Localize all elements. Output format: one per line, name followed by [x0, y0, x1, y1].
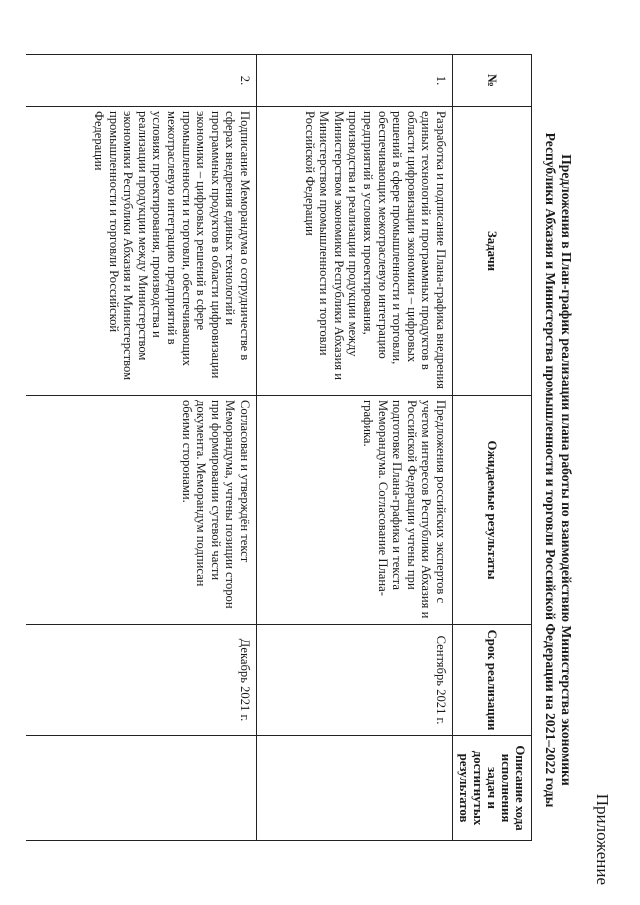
row-result: Согласован и утверждён текст Меморандума, учтены позиции сторон при формировании сутевой части документа. Меморандум подписан обеими сторонами. — [27, 396, 257, 625]
table-header-row — [453, 55, 532, 841]
row-deadline: Декабрь 2021 г. — [27, 625, 257, 736]
row-result: Предложения российских экспертов с учетом интересов Республики Абхазия и Российской Федерации учтены при подготовке Плана-графика и текста Меморандума. Согласование Плана-графика. — [257, 396, 453, 625]
row-task: Подписание Меморандума о сотрудничестве в сферах внедрения единых технологий и программных продуктов в области цифровизации экономики – цифровых решений в сфере промышленности и торговли, обеспечивающих межотраслевую интеграцию предприятий в условиях проектирования, производства и реализации продукции между Министерством экономики Республики Абхазия и Министерством промышленности и торговли Российской Федерации — [27, 107, 257, 396]
header-deadline: Срок реализации — [453, 625, 532, 736]
appendix-label: Приложение — [593, 793, 612, 885]
row-deadline: Сентябрь 2021 г. — [257, 625, 453, 736]
plan-table — [27, 54, 533, 841]
document-title — [542, 40, 574, 900]
row-num: 2. — [27, 55, 257, 107]
row-description — [257, 736, 453, 841]
table-row — [27, 55, 257, 841]
row-num: 1. — [257, 55, 453, 107]
title-line-2: Республики Абхазия и Министерства промышленности и торговли Российской Федерации на 2021–2022 годы — [543, 132, 558, 808]
row-task: Разработка и подписание Плана-графика внедрения единых технологий и программных продуктов в области цифровизации экономики – цифровых решений в сфере промышленности и торговли, обеспечивающих межотраслевую интеграцию предприятий в условиях проектирования, производства и реализации продукции между Министерством экономики Республики Абхазия и Министерством промышленности и торговли Российской Федерации — [257, 107, 453, 396]
header-result: Ожидаемые результаты — [453, 396, 532, 625]
header-task: Задачи — [453, 107, 532, 396]
table-row — [257, 55, 453, 841]
title-line-1: Предложения в План-график реализации плана работы по взаимодействию Министерства экономики — [559, 154, 574, 786]
header-description: Описание хода исполнения задач и достигнутых результатов — [453, 736, 532, 841]
row-description — [27, 736, 257, 841]
header-num: № — [453, 55, 532, 107]
